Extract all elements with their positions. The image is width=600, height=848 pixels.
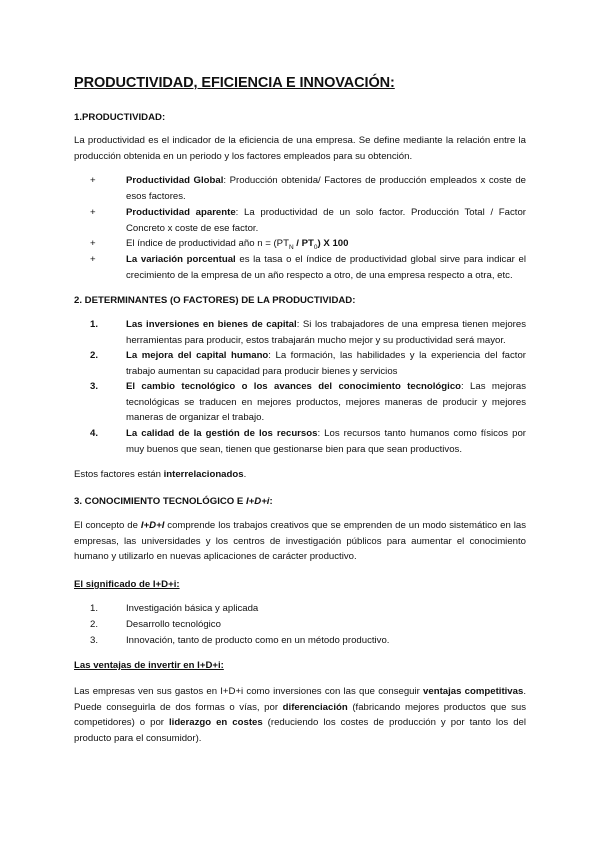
closing-text: Estos factores están <box>74 469 164 480</box>
para-em: I+D+I <box>140 520 165 531</box>
bullet-term: Productividad Global <box>126 175 224 186</box>
bullet-productividad-aparente <box>90 205 526 236</box>
section-1-intro: La productividad es el indicador de la eficiencia de una empresa. Se define mediante la relación entre la producción obtenida en un periodo y los factores empleados para su obtención. <box>74 135 526 162</box>
section-3-heading <box>74 494 273 510</box>
bullet-mark: + <box>90 207 96 218</box>
list-item <box>90 426 526 457</box>
bullet-term: La variación porcentual <box>126 254 236 265</box>
para-term: diferenciación <box>282 701 348 713</box>
heading-em: I+D+i <box>246 496 270 507</box>
list-item <box>90 317 526 348</box>
ventajas-subheading: Las ventajas de invertir en I+D+i: <box>74 660 224 671</box>
para-term: liderazgo en costes <box>168 717 263 728</box>
bullet-mark: + <box>90 175 96 186</box>
section-3-paragraph <box>74 518 526 565</box>
list-number: 2. <box>90 619 99 630</box>
bullet-productividad-global <box>90 173 526 204</box>
para-text: (fabricando mejores productos que sus competidores) o por <box>74 701 526 728</box>
bullet-mark: + <box>90 254 96 265</box>
ventajas-paragraph <box>74 684 526 746</box>
list-item <box>90 633 526 649</box>
list-number: 2. <box>90 350 99 361</box>
bullet-indice-productividad <box>90 236 526 252</box>
section-2-closing <box>74 467 526 483</box>
item-term: La mejora del capital humano <box>126 350 269 361</box>
item-term: La calidad de la gestión de los recursos <box>126 428 318 439</box>
list-item <box>90 617 526 633</box>
para-text: . Puede conseguirla de dos formas o vías, por <box>74 686 526 713</box>
list-number: 1. <box>90 319 99 330</box>
significado-subheading: El significado de I+D+i: <box>74 579 180 590</box>
item-text: : Las mejoras tecnológicas se traducen en mejores productos, mejores maneras de producir y mejores maneras de organizar el trabajo. <box>126 381 526 423</box>
heading-text: 3. CONOCIMIENTO TECNOLÓGICO E <box>74 496 246 507</box>
closing-end: . <box>243 469 247 480</box>
para-term: ventajas competitivas <box>423 686 524 697</box>
item-text: Innovación, tanto de producto como en un método productivo. <box>126 635 390 646</box>
bullet-term: Productividad aparente <box>126 207 236 218</box>
bullet-variacion-porcentual <box>90 252 526 283</box>
item-text: : La formación, las habilidades y la experiencia del factor trabajo aumentan su capacidad para producir bienes y servicios <box>126 350 526 377</box>
bullet-text: es la tasa o el índice de productividad global sirve para indicar el crecimiento de la empresa de un año respecto a otro, de una empresa respecto a otra, etc. <box>126 254 526 281</box>
item-text: Desarrollo tecnológico <box>126 619 221 630</box>
heading-end: : <box>269 496 273 507</box>
list-item <box>90 601 526 617</box>
para-text: (reduciendo los costes de producción y por tanto los del producto para el consumidor). <box>74 717 526 744</box>
formula-pre: El índice de productividad año n = (PT <box>126 238 289 249</box>
list-number: 3. <box>90 635 99 646</box>
item-text: : Los recursos tanto humanos como físicos por muy buenos que sean, tienen que gestionarse bien para que sean productivos. <box>126 428 526 455</box>
section-1-heading: 1.PRODUCTIVIDAD: <box>74 112 166 123</box>
bullet-mark: + <box>90 238 96 249</box>
list-number: 4. <box>90 428 99 439</box>
page-title: PRODUCTIVIDAD, EFICIENCIA E INNOVACIÓN: <box>74 75 395 91</box>
formula-sub-n: N <box>288 243 294 251</box>
formula-post: ) X 100 <box>317 238 349 249</box>
item-term: Las inversiones en bienes de capital <box>126 319 297 330</box>
bullet-text: : La productividad de un solo factor. Producción Total / Factor Concreto x coste de ese factor. <box>126 207 526 234</box>
para-text: Las empresas ven sus gastos en I+D+i como inversiones con las que conseguir <box>74 686 424 697</box>
list-item <box>90 348 526 379</box>
list-number: 3. <box>90 381 99 392</box>
item-text: Investigación básica y aplicada <box>126 603 259 614</box>
formula-sub-0: 0 <box>313 243 318 251</box>
para-text: El concepto de <box>74 520 141 531</box>
list-number: 1. <box>90 603 99 614</box>
closing-term: interrelacionados <box>163 469 244 480</box>
para-rest: comprende los trabajos creativos que se emprenden de un modo sistemático en las empresas, las universidades y los centros de investigación públicos para aumentar el conocimiento humano y utilizarlo en nuevas aplicaciones de carácter productivo. <box>74 520 526 562</box>
bullet-text: : Producción obtenida/ Factores de producción empleados x coste de esos factores. <box>126 175 527 202</box>
item-term: El cambio tecnológico o los avances del conocimiento tecnológico <box>126 381 462 392</box>
formula-mid: / PT <box>293 238 314 249</box>
list-item <box>90 379 526 426</box>
section-2-heading: 2. DETERMINANTES (O FACTORES) DE LA PRODUCTIVIDAD: <box>74 295 356 306</box>
item-text: : Si los trabajadores de una empresa tienen mejores herramientas para producir, estos trabajarán mucho mejor y su productividad será mayor. <box>126 319 526 346</box>
